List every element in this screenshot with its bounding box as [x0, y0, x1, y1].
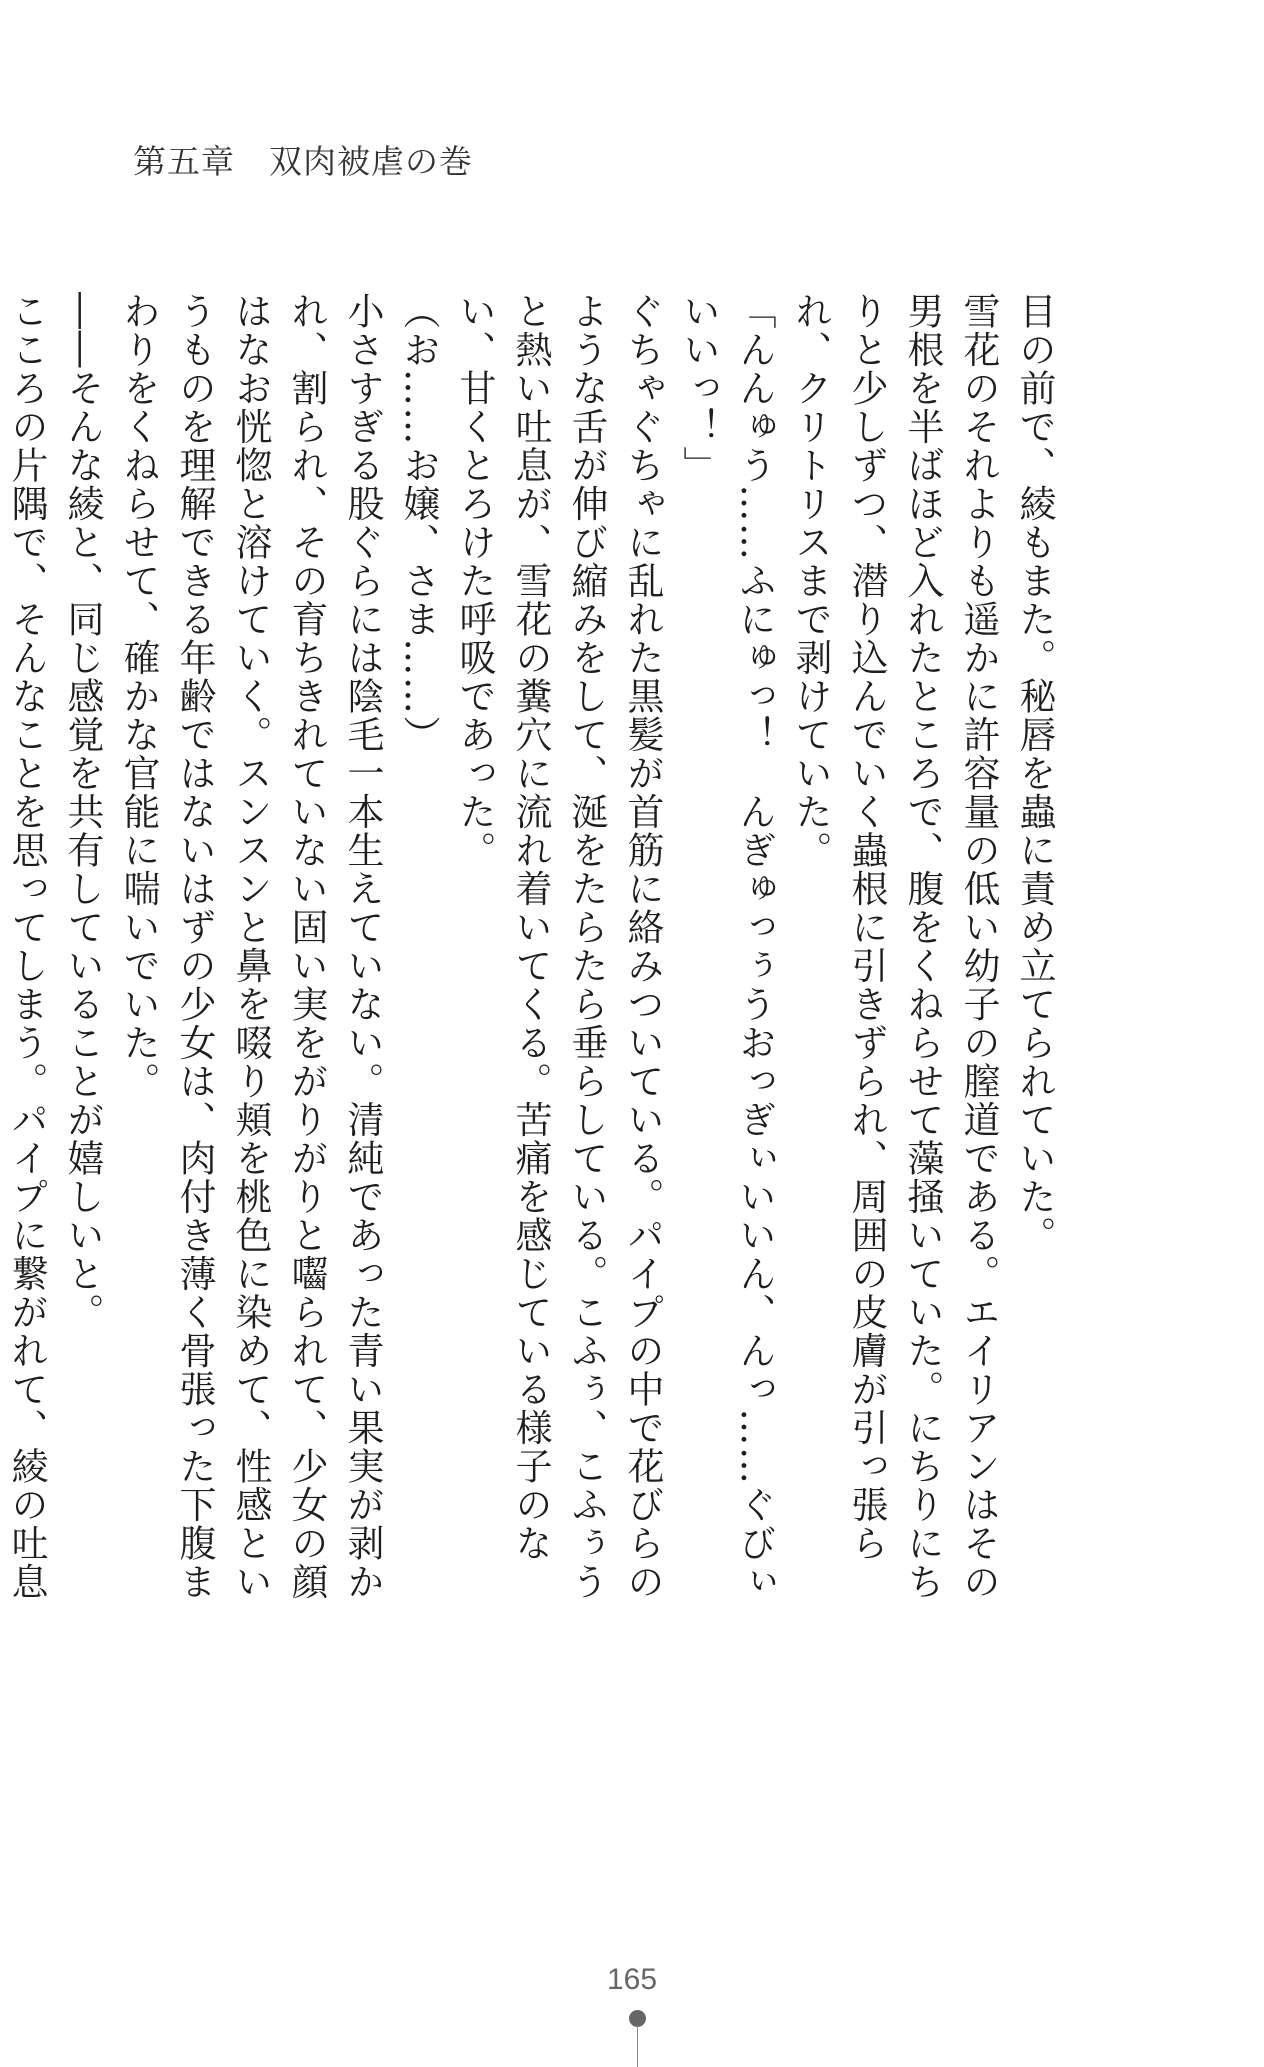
paragraph: ぐちゃぐちゃに乱れた黒髪が首筋に絡みついている。パイプの中で花びらのような舌が伸び縮みをして、涎をたらたら垂らしている。こふぅ、こふぅうと熱い吐息が、雪花の糞穴に流れ着いてくる。苦痛を感じている様子のない、甘くとろけた呼吸であった。 — [453, 292, 664, 1601]
paragraph: こころの片隅で、そんなことを思ってしまう。パイプに繋がれて、綾の吐息 — [5, 292, 48, 1601]
paragraph: 小さすぎる股ぐらには陰毛一本生えていない。清純であった青い果実が剥かれ、割られ、その育ちきれていない固い実をがりがりと囓られて、少女の顔はなお恍惚と溶けていく。スンスンと鼻を啜り頬を桃色に染めて、性感というものを理解できる年齢ではないはずの少女は、肉付き薄く骨張った下腹まわりをくねらせて、確かな官能に喘いでいた。 — [117, 292, 384, 1601]
paragraph: （お……お嬢、さま……） — [397, 292, 440, 754]
paragraph: 雪花のそれよりも遥かに許容量の低い幼子の膣道である。エイリアンはその男根を半ばほど入れたところで、腹をくねらせて藻掻いていた。にちりにちりと少しずつ、潜り込んでいく蟲根に引きずられ、周囲の皮膚が引っ張られ、クリトリスまで剥けていた。 — [789, 292, 1000, 1601]
chapter-title: 第五章 双肉被虐の巻 — [133, 142, 473, 181]
paragraph: 「んんゅう……ふにゅっ！ んぎゅっぅうおっぎぃいいん、んっ……ぐびぃいいっ！」 — [677, 292, 776, 1601]
paragraph: 目の前で、綾もまた。秘唇を蟲に責め立てられていた。 — [1013, 292, 1056, 1255]
body-text — [0, 292, 1062, 1632]
paragraph: ――そんな綾と、同じ感覚を共有していることが嬉しいと。 — [61, 292, 104, 1332]
page-number: 165 — [606, 1963, 658, 1996]
page-marker-line — [637, 2025, 638, 2067]
